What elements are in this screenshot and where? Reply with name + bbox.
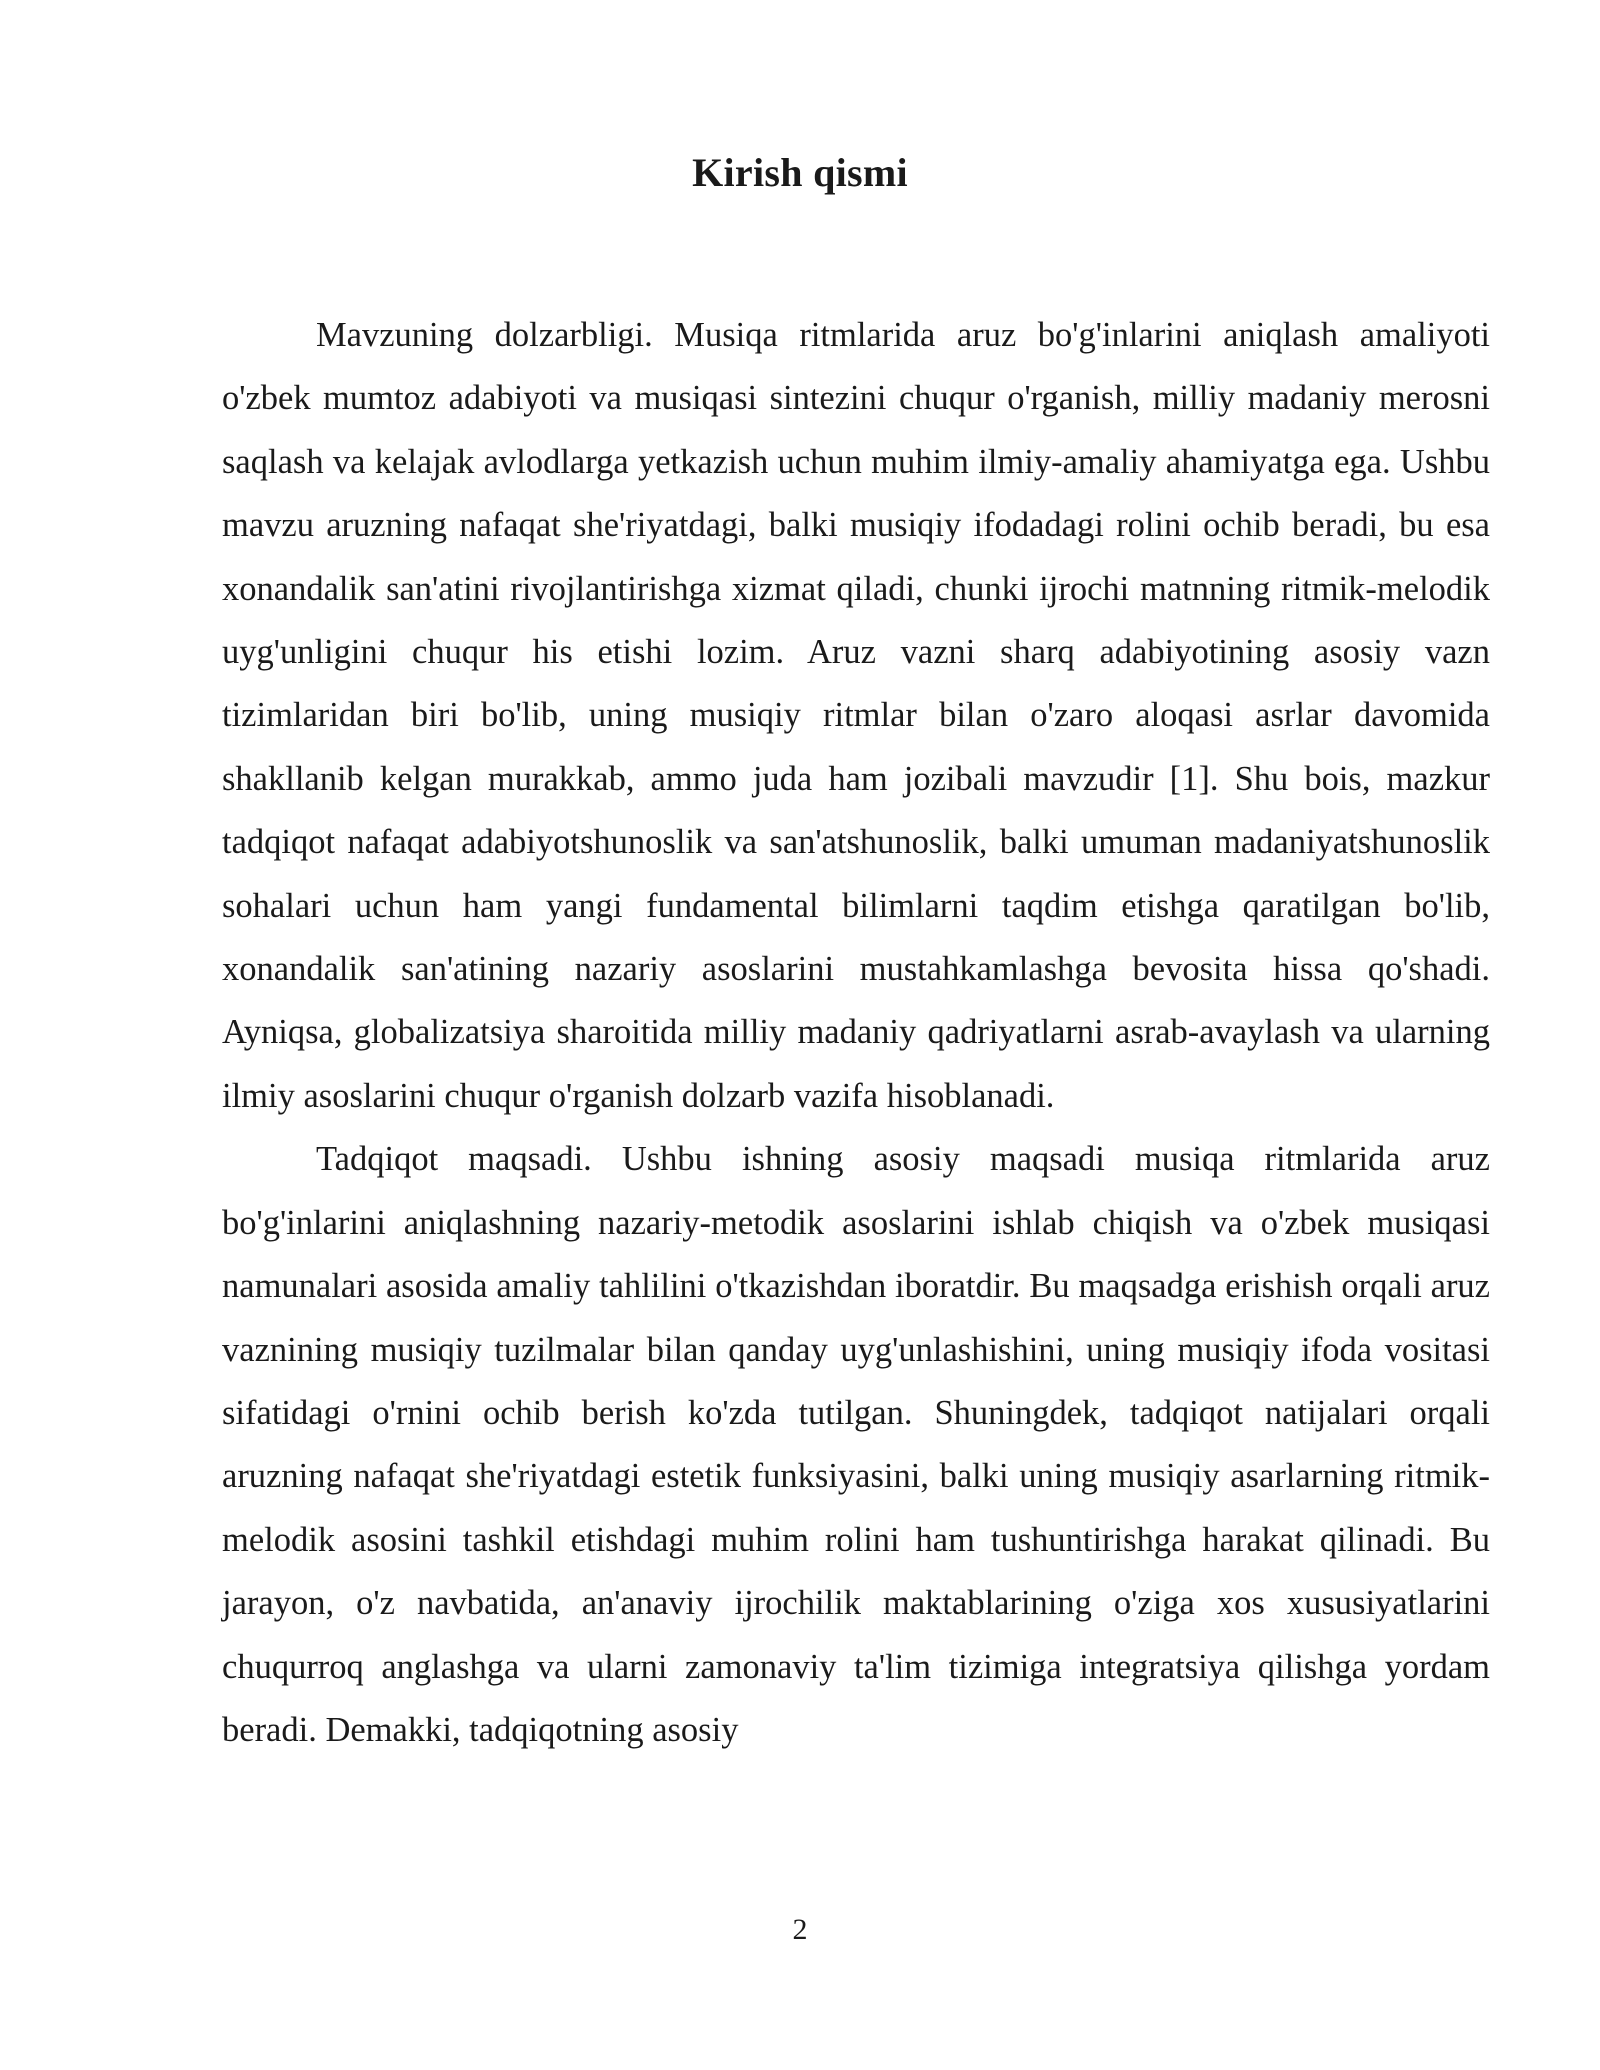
paragraph-relevance: Mavzuning dolzarbligi. Musiqa ritmlarida aruz bo'g'inlarini aniqlash amaliyoti o'zbek mumtoz adabiyoti va musiqasi sintezini chuqur o'rganish, milliy madaniy merosni saqlash va kelajak avlodlarga yetkazish uchun muhim ilmiy-amaliy ahamiyatga ega. Ushbu mavzu aruzning nafaqat she'riyatdagi, balki musiqiy ifodadagi rolini ochib beradi, bu esa xonandalik san'atini rivojlantirishga xizmat qiladi, chunki ijrochi matnning ritmik-melodik uyg'unligini chuqur his etishi lozim. Aruz vazni sharq adabiyotining asosiy vazn tizimlaridan biri bo'lib, uning musiqiy ritmlar bilan o'zaro aloqasi asrlar davomida shakllanib kelgan murakkab, ammo juda ham jozibali mavzudir [1]. Shu bois, mazkur tadqiqot nafaqat adabiyotshunoslik va san'atshunoslik, balki umuman madaniyatshunoslik sohalari uchun ham yangi fundamental bilimlarni taqdim etishga qaratilgan bo'lib, xonandalik san'atining nazariy asoslarini mustahkamlashga bevosita hissa qo'shadi. Ayniqsa, globalizatsiya sharoitida milliy madaniy qadriyatlarni asrab-avaylash va ularning ilmiy asoslarini chuqur o'rganish dolzarb vazifa hisoblanadi. [222,316,1490,1115]
paragraph-research-goal: Tadqiqot maqsadi. Ushbu ishning asosiy maqsadi musiqa ritmlarida aruz bo'g'inlarini aniqlashning nazariy-metodik asoslarini ishlab chiqish va o'zbek musiqasi namunalari asosida amaliy tahlilini o'tkazishdan iboratdir. Bu maqsadga erishish orqali aruz vaznining musiqiy tuzilmalar bilan qanday uyg'unlashishini, uning musiqiy ifoda vositasi sifatidagi o'rnini ochib berish ko'zda tutilgan. Shuningdek, tadqiqot natijalari orqali aruzning nafaqat she'riyatdagi estetik funksiyasini, balki uning musiqiy asarlarning ritmik-melodik asosini tashkil etishdagi muhim rolini ham tushuntirishga harakat qilinadi. Bu jarayon, o'z navbatida, an'anaviy ijrochilik maktablarining o'ziga xos xususiyatlarini chuqurroq anglashga va ularni zamonaviy ta'lim tizimiga integratsiya qilishga yordam beradi. Demakki, tadqiqotning asosiy [222,1140,1490,1749]
page-number: 2 [792,1913,808,1946]
section-title: Kirish qismi [692,150,908,195]
body-text [222,304,1490,1762]
